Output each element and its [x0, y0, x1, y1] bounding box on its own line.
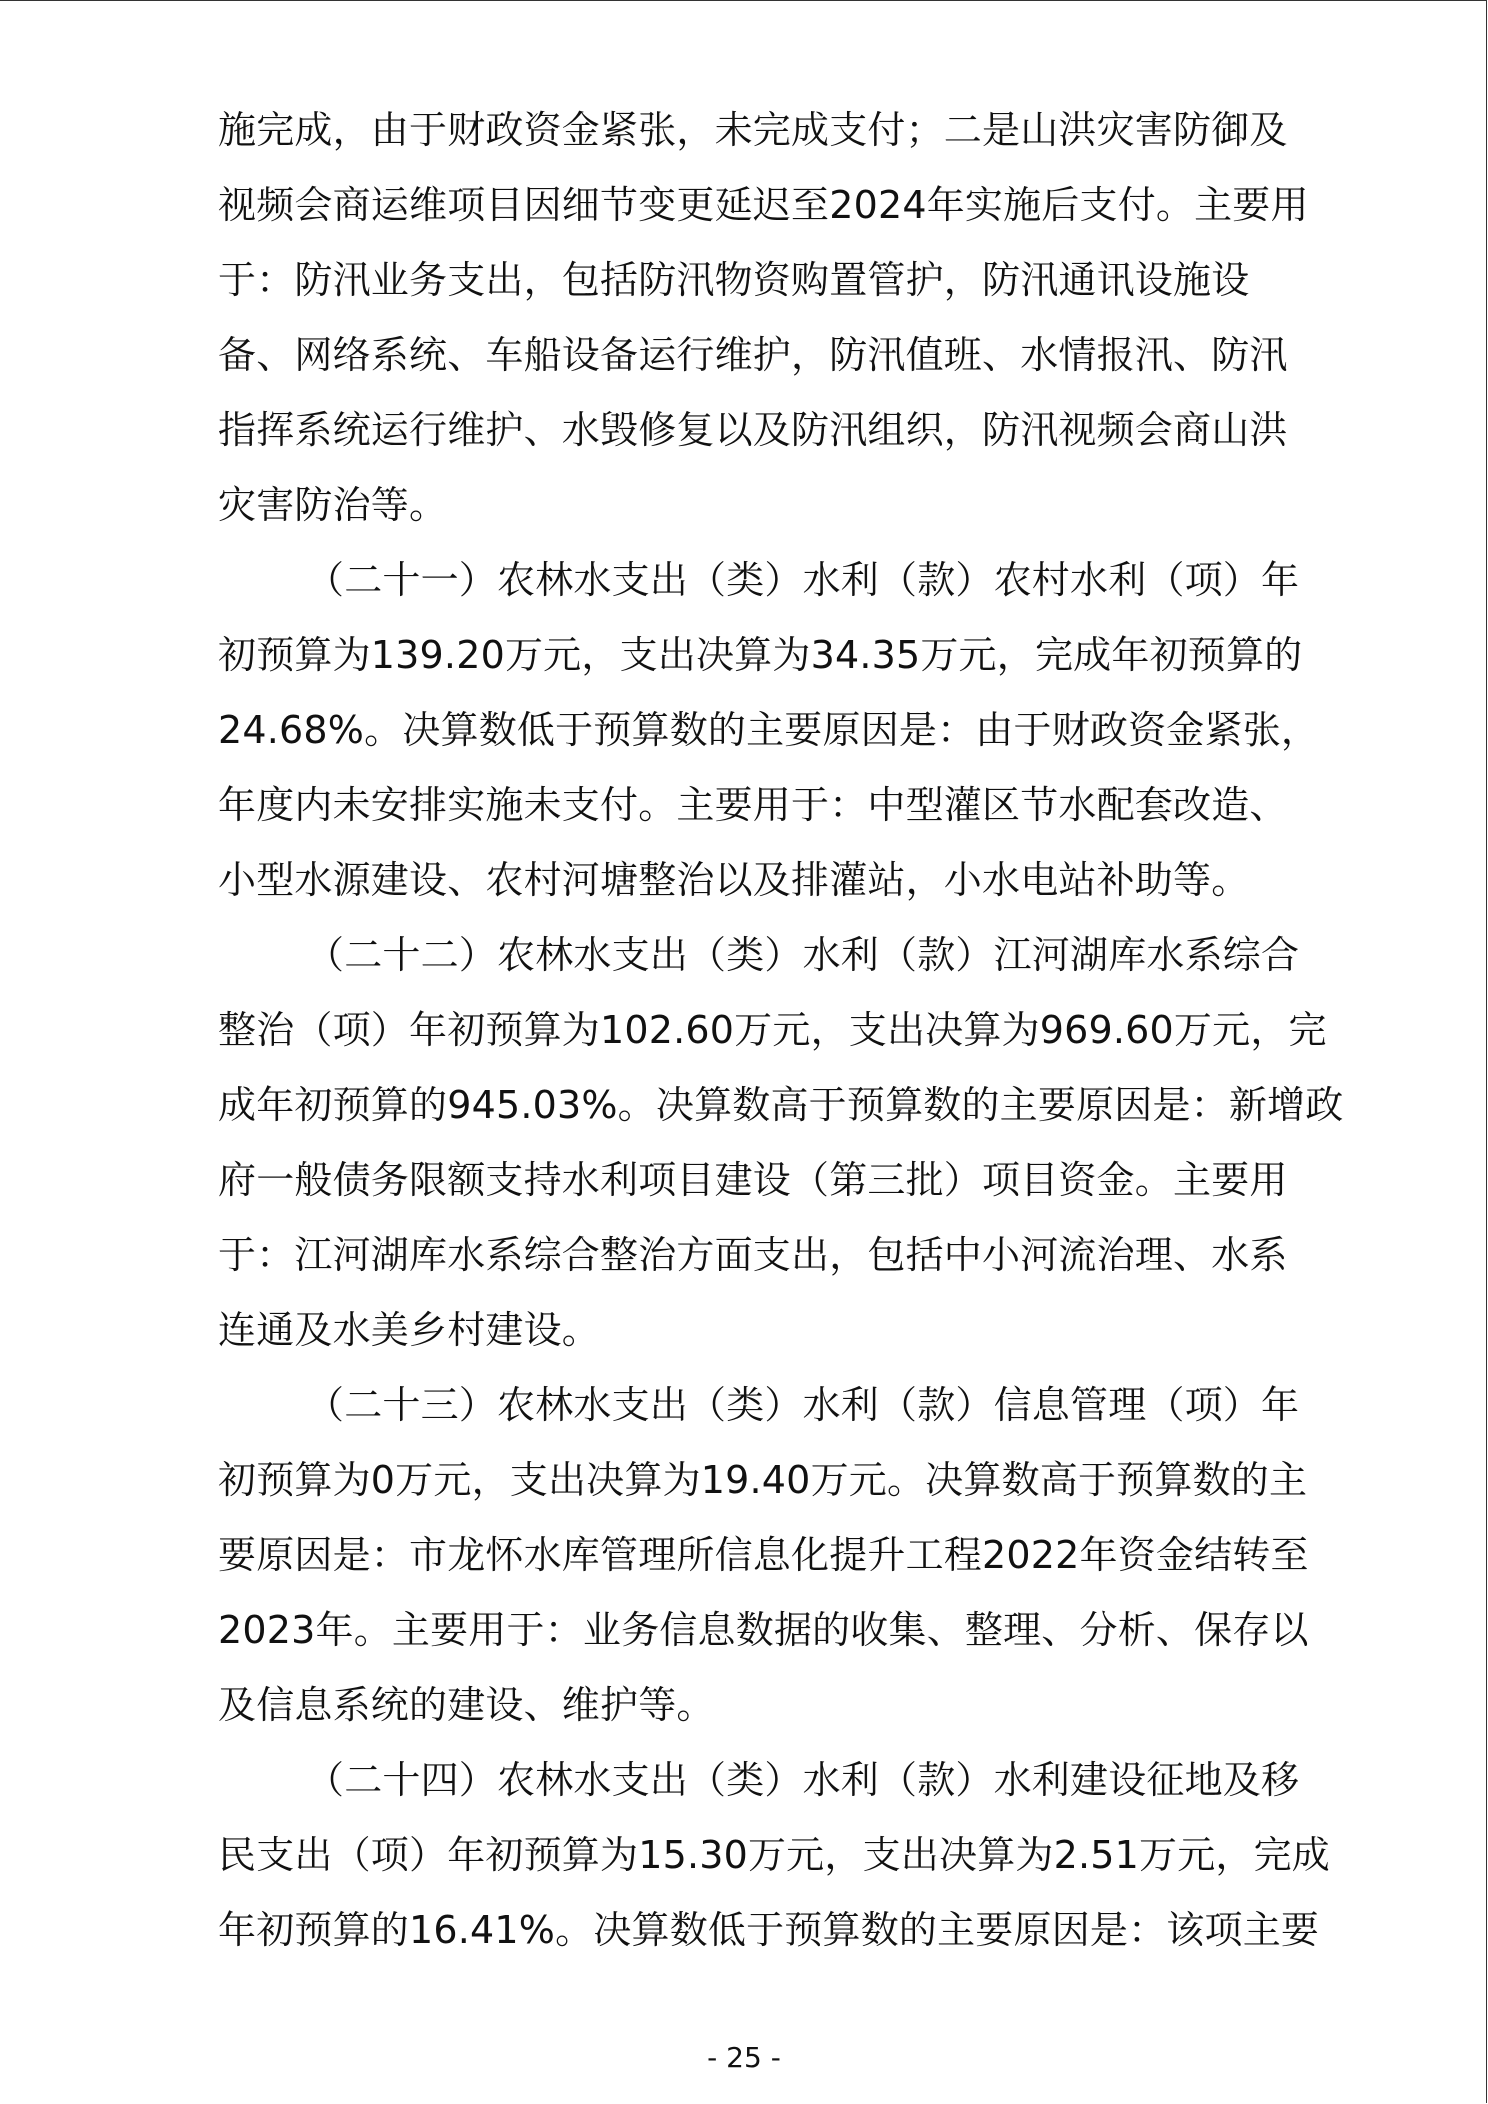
text-line: 整治（项）年初预算为102.60万元，支出决算为969.60万元，完: [218, 1008, 1327, 1052]
text-line: 指挥系统运行维护、水毁修复以及防汛组织，防汛视频会商山洪: [218, 408, 1288, 452]
text-line: 小型水源建设、农村河塘整治以及排灌站，小水电站补助等。: [218, 858, 1250, 902]
text-line: 年度内未安排实施未支付。主要用于：中型灌区节水配套改造、: [218, 783, 1288, 827]
text-line: 成年初预算的945.03%。决算数高于预算数的主要原因是：新增政: [218, 1083, 1344, 1127]
text-line: 初预算为0万元，支出决算为19.40万元。决算数高于预算数的主: [218, 1458, 1308, 1502]
text-line: 要原因是：市龙怀水库管理所信息化提升工程2022年资金结转至: [218, 1533, 1309, 1577]
document-body: [218, 93, 1344, 1968]
text-line: 于：防汛业务支出，包括防汛物资购置管护，防汛通讯设施设: [218, 258, 1250, 302]
text-line: 备、网络系统、车船设备运行维护，防汛值班、水情报汛、防汛: [218, 333, 1288, 377]
section-21-first-line: （二十一）农林水支出（类）水利（款）农村水利（项）年: [306, 558, 1300, 602]
text-line: 视频会商运维项目因细节变更延迟至2024年实施后支付。主要用: [218, 183, 1309, 227]
text-line: 年初预算的16.41%。决算数低于预算数的主要原因是：该项主要: [218, 1908, 1320, 1952]
section-24-first-line: （二十四）农林水支出（类）水利（款）水利建设征地及移: [306, 1758, 1300, 1802]
text-line: 于：江河湖库水系综合整治方面支出，包括中小河流治理、水系: [218, 1233, 1288, 1277]
section-23-first-line: （二十三）农林水支出（类）水利（款）信息管理（项）年: [306, 1383, 1300, 1427]
text-line: 2023年。主要用于：业务信息数据的收集、整理、分析、保存以: [218, 1608, 1309, 1652]
page-number: - 25 -: [707, 2041, 781, 2074]
section-22-first-line: （二十二）农林水支出（类）水利（款）江河湖库水系综合: [306, 933, 1300, 977]
text-line: 府一般债务限额支持水利项目建设（第三批）项目资金。主要用: [218, 1158, 1288, 1202]
text-line: 连通及水美乡村建设。: [218, 1308, 601, 1352]
text-line: 24.68%。决算数低于预算数的主要原因是：由于财政资金紧张，: [218, 708, 1320, 752]
text-line: 施完成，由于财政资金紧张，未完成支付；二是山洪灾害防御及: [218, 108, 1288, 152]
text-line: 初预算为139.20万元，支出决算为34.35万元，完成年初预算的: [218, 633, 1303, 677]
text-line: 灾害防治等。: [218, 483, 448, 527]
text-line: 民支出（项）年初预算为15.30万元，支出决算为2.51万元，完成: [218, 1833, 1330, 1877]
text-line: 及信息系统的建设、维护等。: [218, 1683, 715, 1727]
